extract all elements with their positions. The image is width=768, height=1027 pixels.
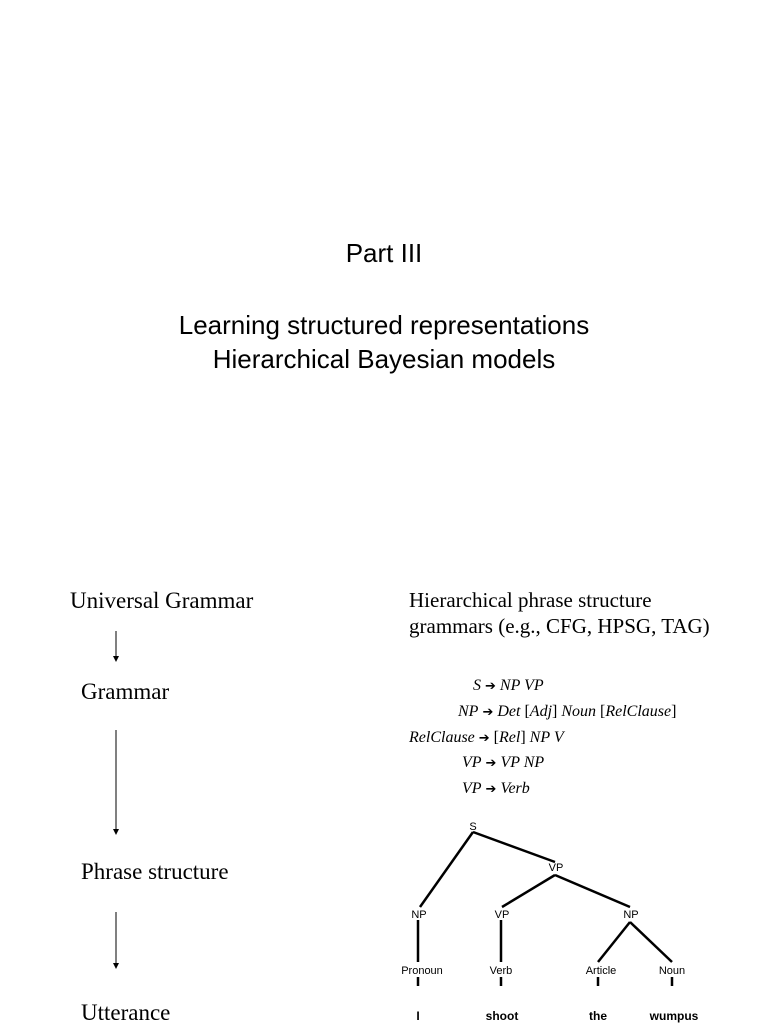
- edge-vp-vp: [502, 875, 555, 907]
- node-vp-top: VP: [548, 862, 564, 874]
- node-vp-mid: VP: [494, 909, 510, 921]
- edge-s-np: [420, 832, 473, 907]
- rule-bracket: ]: [671, 703, 677, 720]
- description-line-2: grammars (e.g., CFG, HPSG, TAG): [409, 614, 710, 638]
- rule-rhs-part: Noun: [561, 703, 597, 720]
- subtitle-line-2: Hierarchical Bayesian models: [212, 344, 556, 374]
- rule-rhs-part: RelClause: [605, 703, 672, 720]
- rule-lhs: VP: [462, 754, 482, 771]
- arrow-icon: ➔: [478, 731, 490, 746]
- rule-bracket: ]: [552, 703, 558, 720]
- rule-rhs-part: NP V: [529, 729, 564, 746]
- node-pronoun: Pronoun: [401, 965, 443, 977]
- rule-lhs: NP: [458, 703, 479, 720]
- word-wumpus: wumpus: [649, 1009, 699, 1023]
- node-np-right: NP: [623, 909, 639, 921]
- node-noun: Noun: [658, 965, 686, 977]
- rule-lhs: S: [473, 677, 481, 694]
- arrow-icon: ➔: [485, 679, 496, 694]
- level-grammar: Grammar: [81, 679, 170, 704]
- part-title: Part III: [345, 238, 423, 268]
- rule-rhs-part: Rel: [499, 729, 521, 746]
- node-np-left: NP: [411, 909, 427, 921]
- arrow-icon: ➔: [482, 705, 494, 720]
- edge-s-vp: [473, 832, 555, 862]
- rule-lhs: RelClause: [409, 729, 475, 746]
- rule-bracket: [: [600, 703, 606, 720]
- rule-bracket: [: [524, 703, 530, 720]
- description-line-1: Hierarchical phrase structure: [409, 588, 652, 612]
- rule-lhs: VP: [462, 780, 482, 797]
- rule-bracket: [: [493, 729, 499, 746]
- arrow-icon: ➔: [485, 756, 497, 771]
- edge-np-article: [598, 922, 630, 962]
- rule-rhs-part: Adj: [529, 703, 553, 720]
- rule-rhs-part: Det: [497, 703, 521, 720]
- arrow-icon: ➔: [485, 782, 497, 797]
- rule-bracket: ]: [520, 729, 526, 746]
- edge-vp-np: [555, 875, 630, 907]
- level-universal-grammar: Universal Grammar: [70, 588, 254, 613]
- rule-rhs: NP VP: [499, 677, 544, 694]
- word-shoot: shoot: [485, 1009, 519, 1023]
- level-utterance: Utterance: [81, 1000, 171, 1025]
- word-the: the: [589, 1009, 607, 1023]
- node-article: Article: [585, 965, 617, 977]
- level-phrase-structure: Phrase structure: [81, 859, 229, 884]
- edge-np-noun: [630, 922, 672, 962]
- node-verb: Verb: [489, 965, 513, 977]
- subtitle-line-1: Learning structured representations: [178, 310, 590, 340]
- rule-rhs: Verb: [500, 780, 530, 797]
- rule-rhs: VP NP: [500, 754, 545, 771]
- word-i: I: [416, 1009, 420, 1023]
- node-s: S: [469, 821, 477, 833]
